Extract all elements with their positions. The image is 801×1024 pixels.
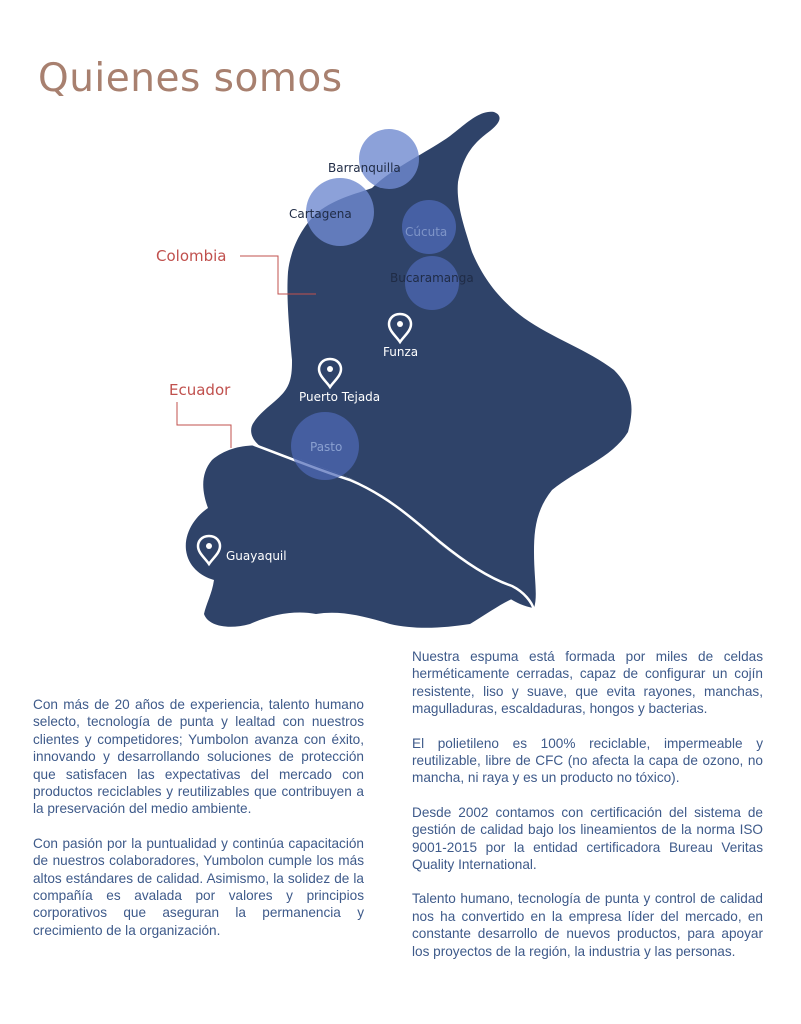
paragraph: Con más de 20 años de experiencia, talento humano selecto, tecnología de punta y lealtad con nuestros clientes y competidores; Yumbolon avanza con éxito, innovando y desarrollando soluciones de protección que satisfacen las expectativas del mercado con productos reciclables y reutilizables que contribuyen a la preservación del medio ambiente. [33,697,364,817]
ecuador-leader-line [177,402,231,448]
city-label-bucaramanga: Bucaramanga [390,271,474,285]
city-label-puerto-tejada: Puerto Tejada [299,390,381,404]
paragraph: Con pasión por la puntualidad y continúa capacitación de nuestros colaboradores, Yumbolon cumple los más altos estándares de calidad. Asimismo, la solidez de la compañía es avalada por valores y principios corporativos que aseguran la permanencia y crecimiento de la organización. [33,835,364,938]
city-label-guayaquil: Guayaquil [226,549,287,563]
city-label-cartagena: Cartagena [289,207,352,221]
page-title: Quienes somos [38,56,343,101]
paragraph: Desde 2002 contamos con certificación del sistema de gestión de calidad bajo los lineamientos de la norma ISO 9001-2015 por la entidad certificadora Bureau Veritas Quality International. [412,804,763,873]
paragraph: El polietileno es 100% reciclable, impermeable y reutilizable, libre de CFC (no afecta la capa de ozono, no mancha, ni raya y es un producto no tóxico). [412,735,763,786]
city-label-pasto: Pasto [310,440,343,454]
left-text-column [33,696,364,956]
country-label-colombia: Colombia [156,247,227,265]
paragraph: Talento humano, tecnología de punta y control de calidad nos ha convertido en la empresa líder del mercado, en constante desarrollo de nuevos productos, para apoyar los proyectos de la región, la industria y las personas. [412,891,763,959]
city-label-barranquilla: Barranquilla [328,161,401,175]
city-circle-barranquilla [359,129,419,189]
right-text-column [412,648,763,977]
city-label-cucuta: Cúcuta [405,225,448,239]
country-label-ecuador: Ecuador [169,381,231,399]
paragraph: Nuestra espuma está formada por miles de celdas herméticamente cerradas, capaz de configurar un cojín resistente, liso y suave, que evita rayones, manchas, magulladuras, escaldaduras, hongos y bacterias. [412,649,763,717]
city-label-funza: Funza [383,345,419,359]
